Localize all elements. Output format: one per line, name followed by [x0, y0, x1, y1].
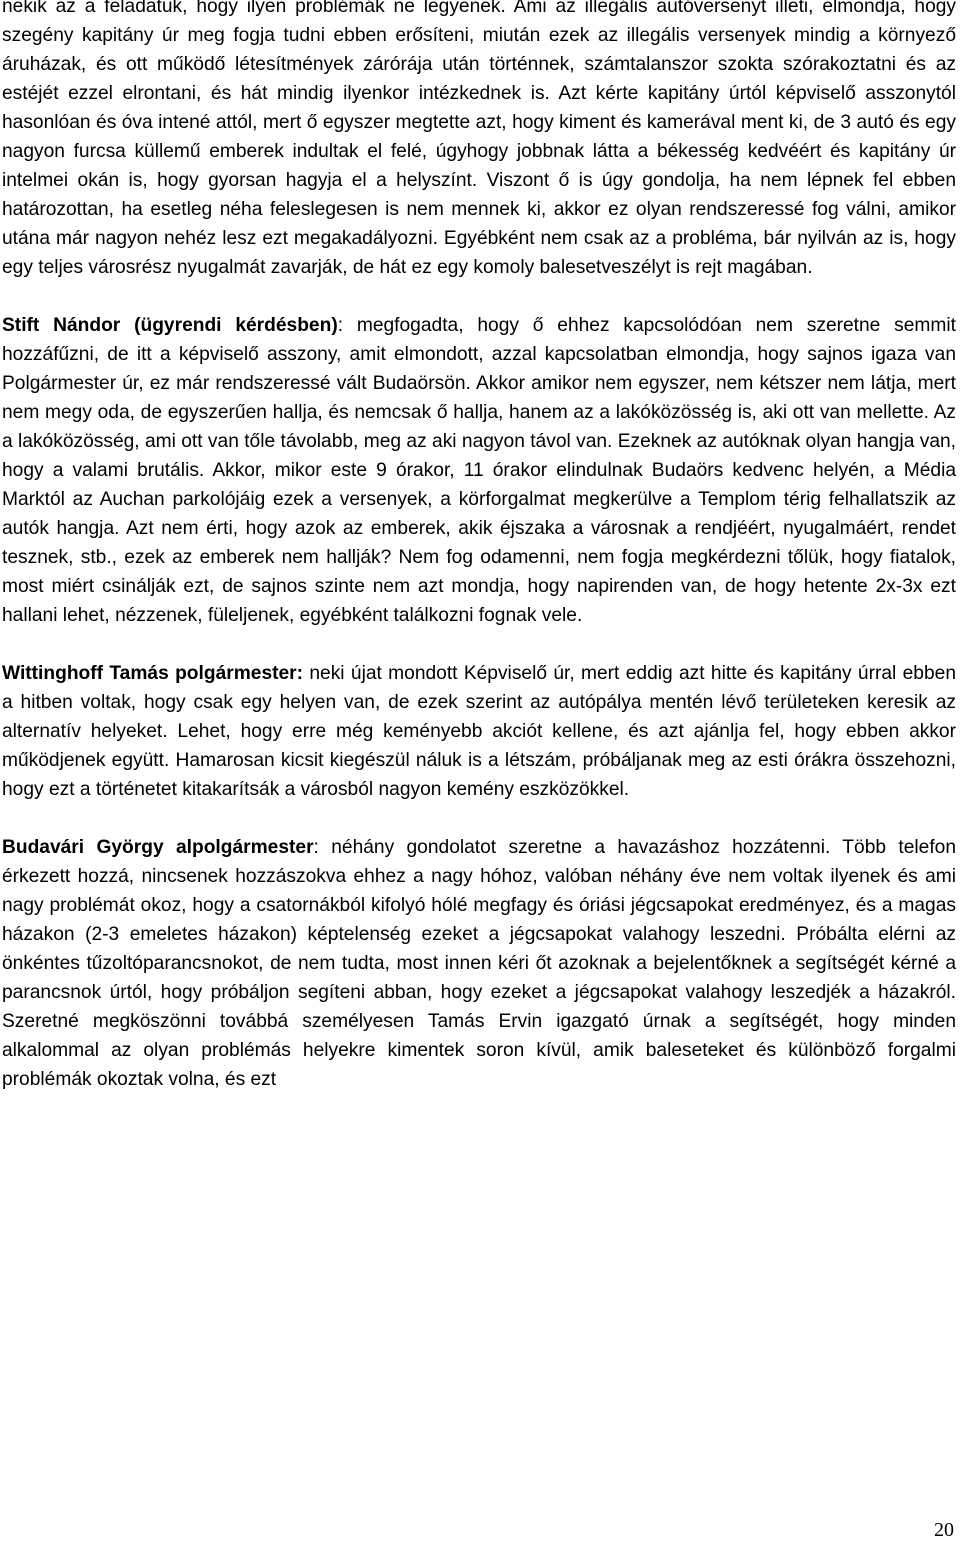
speaker-name: Wittinghoff Tamás polgármester: [2, 663, 304, 684]
paragraph-4 [2, 833, 956, 1094]
paragraph-3-text: neki újat mondott Képviselő úr, mert eddig azt hitte és kapitány úrral ebben a hitben voltak, hogy csak egy helyen van, de ezek szerint az autópálya mentén lévő területeken keresik az alternatív helyeket. Lehet, hogy erre még keményebb akciót kellene, és azt ajánlja fel, hogy ebben akkor működjenek együtt. Hamarosan kicsit kiegészül náluk is a létszám, próbáljanak meg az esti órákra összehozni, hogy ezt a történetet kitakarítsák a városból nagyon kemény eszközökkel. [2, 663, 956, 800]
speaker-name: Budavári György alpolgármester [2, 837, 314, 858]
paragraph-gap [2, 804, 956, 833]
paragraph-4-text: : néhány gondolatot szeretne a havazáshoz hozzátenni. Több telefon érkezett hozzá, nincsenek hozzászokva ehhez a nagy hóhoz, valóban néhány éve nem voltak ilyenek és ami nagy problémát okoz, hogy a csatornákból kifolyó hólé megfagy és óriási jégcsapokat eredményez, és a magas házakon (2-3 emeletes házakon) képtelenség ezeket a jégcsapokat valahogy leszedni. Próbálta elérni az önkéntes tűzoltóparancsnokot, de nem tudta, most innen kéri őt azoknak a bejelentőknek a segítségét kérné a parancsnok úrtól, hogy próbáljon segíteni abban, hogy ezeket a jégcsapokat valahogy leszedjék a házakról. Szeretné megköszönni továbbá személyesen Tamás Ervin igazgató úrnak a segítségét, hogy minden alkalommal az olyan problémás helyekre kimentek soron kívül, amik baleseteket és különböző forgalmi problémák okoztak volna, és ezt [2, 837, 956, 1090]
page-number: 20 [934, 1519, 954, 1541]
paragraph-1-text: nekik az a feladatuk, hogy ilyen problémák ne legyenek. Ami az illegális autóversenyt illeti, elmondja, hogy szegény kapitány úr meg fogja tudni ebben erősíteni, miután ezek az illegális versenyek mindig a környező áruházak, és ott működő létesítmények zárórája után történnek, számtalanszor szokta szórakoztatni és az estéjét ezzel elrontani, és hát mindig ilyenkor intézkednek is. Azt kérte kapitány úrtól képviselő asszonytól hasonlóan és óva intené attól, mert ő egyszer megtette azt, hogy kiment és kamerával ment ki, de 3 autó és egy nagyon furcsa küllemű emberek indultak el felé, úgyhogy jobbnak látta a békesség kedvéért és kapitány úr intelmei okán is, hogy gyorsan hagyja el a helyszínt. Viszont ő is úgy gondolja, ha nem lépnek fel ebben határozottan, ha esetleg néha feleslegesen is nem mennek ki, akkor ez olyan rendszeressé fog válni, amikor utána már nagyon nehéz lesz ezt megakadályozni. Egyébként nem csak az a probléma, bár nyilván az is, hogy egy teljes városrész nyugalmát zavarják, de hát ez egy komoly balesetveszélyt is rejt magában. [2, 0, 956, 278]
paragraph-gap [2, 630, 956, 659]
paragraph-1 [2, 0, 956, 282]
paragraph-2 [2, 311, 956, 630]
paragraph-3 [2, 659, 956, 804]
document-page [2, 0, 956, 1094]
paragraph-2-text: : megfogadta, hogy ő ehhez kapcsolódóan nem szeretne semmit hozzáfűzni, de itt a képviselő asszony, amit elmondott, azzal kapcsolatban elmondja, hogy sajnos igaza van Polgármester úr, ez már rendszeressé vált Budaörsön. Akkor amikor nem egyszer, nem kétszer nem látja, mert nem megy oda, de egyszerűen hallja, és nemcsak ő hallja, hanem az a lakóközösség is, aki ott van mellette. Az a lakóközösség, ami ott van tőle távolabb, meg az aki nagyon távol van. Ezeknek az autóknak olyan hangja van, hogy a valami brutális. Akkor, mikor este 9 órakor, 11 órakor elindulnak Budaörs kedvenc helyén, a Média Marktól az Auchan parkolójáig ezek a versenyek, a körforgalmat megkerülve a Templom térig felhallatszik az autók hangja. Azt nem érti, hogy azok az emberek, akik éjszaka a városnak a rendjéért, nyugalmáért, rendet tesznek, stb., ezek az emberek nem hallják? Nem fog odamenni, nem fogja megkérdezni tőlük, hogy fiatalok, most miért csinálják ezt, de sajnos szinte nem azt mondja, hogy napirenden van, de hogy hetente 2x-3x ezt hallani lehet, nézzenek, füleljenek, egyébként találkozni fognak vele. [2, 315, 956, 626]
speaker-name: Stift Nándor (ügyrendi kérdésben) [2, 315, 338, 336]
paragraph-gap [2, 282, 956, 311]
